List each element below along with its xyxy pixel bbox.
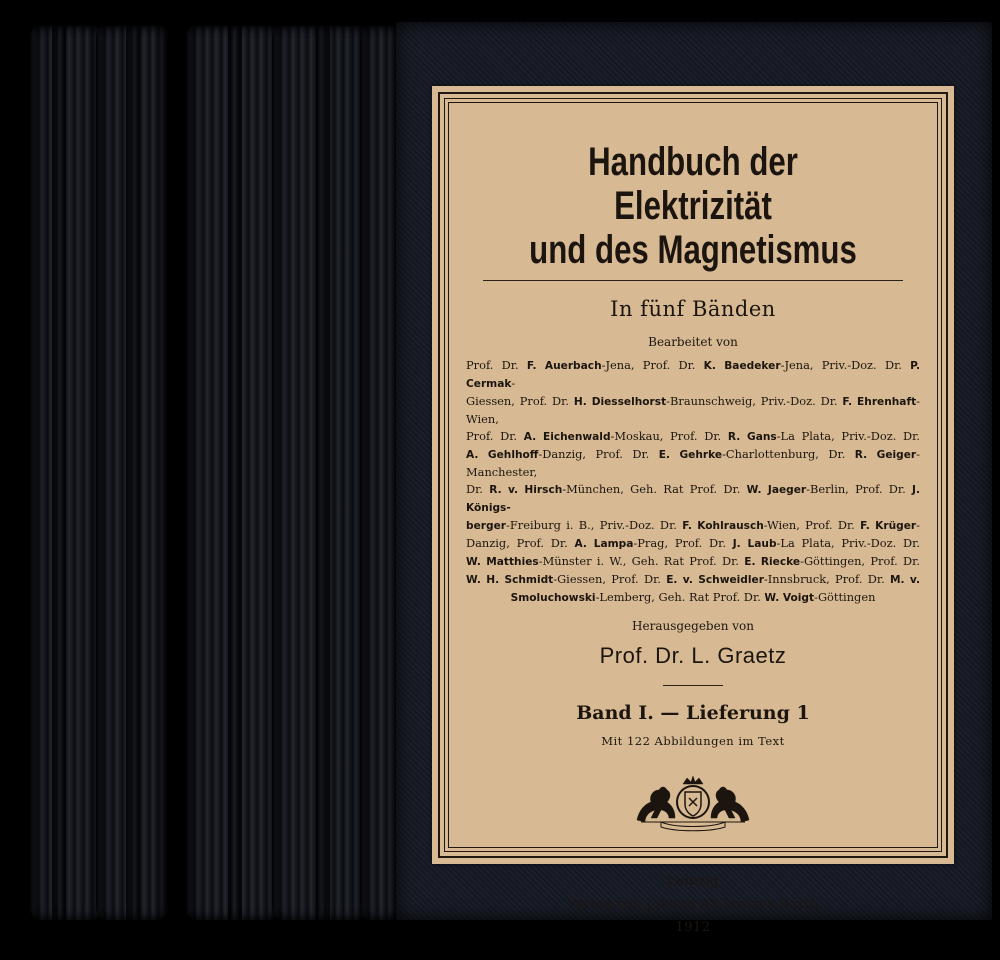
author-line <box>466 517 920 535</box>
author-detail: -Wien, Prof. Dr. <box>763 518 861 532</box>
author-line <box>466 553 920 571</box>
book-spine <box>30 26 102 920</box>
book-spine <box>360 26 400 920</box>
author-detail: -Giessen, Prof. Dr. <box>553 572 667 586</box>
edited-by-label: Herausgegeben von <box>632 619 754 633</box>
author-line <box>466 393 920 428</box>
author-name: F. Krüger <box>860 520 917 532</box>
author-detail: -Braunschweig, Priv.-Doz. Dr. <box>666 394 843 408</box>
imprint-place: Leipzig <box>667 874 719 889</box>
author-name: J. Laub <box>732 538 777 550</box>
author-detail: Danzig, Prof. Dr. <box>466 536 575 550</box>
author-detail: -Berlin, Prof. Dr. <box>806 482 913 496</box>
author-detail: Dr. <box>466 482 490 496</box>
author-name: berger <box>466 520 506 532</box>
author-detail: -Jena, Prof. Dr. <box>601 358 704 372</box>
divider <box>483 280 903 281</box>
author-line <box>466 535 920 553</box>
author-list <box>466 357 920 607</box>
author-name: R. Gans <box>727 431 777 443</box>
author-line <box>466 481 920 517</box>
prepared-by-label: Bearbeitet von <box>648 335 738 349</box>
author-name: R. Geiger <box>854 449 917 461</box>
author-name: E. v. Schweidler <box>666 574 764 586</box>
book-spine <box>272 26 368 920</box>
author-detail: Prof. Dr. <box>466 429 524 443</box>
author-name: A. Lampa <box>574 538 634 550</box>
author-name: E. Riecke <box>744 556 801 568</box>
author-detail: -Münster i. W., Geh. Rat Prof. Dr. <box>538 554 745 568</box>
author-detail: -Charlottenburg, Dr. <box>722 447 855 461</box>
author-detail: -Moskau, Prof. Dr. <box>610 429 728 443</box>
author-line <box>466 589 920 607</box>
author-name: A. Gehlhoff <box>466 449 539 461</box>
author-name: F. Kohlrausch <box>682 520 764 532</box>
author-line <box>466 428 920 446</box>
author-name: P. Cermak <box>466 360 920 390</box>
editor-name: Prof. Dr. L. Graetz <box>599 643 787 668</box>
author-name: W. Jaeger <box>746 484 807 496</box>
author-detail: -Lemberg, Geh. Rat Prof. Dr. <box>595 590 765 604</box>
book-spine <box>96 26 168 920</box>
author-name: E. Gehrke <box>658 449 723 461</box>
divider <box>663 685 723 686</box>
author-detail: - <box>916 518 921 532</box>
author-name: R. v. Hirsch <box>489 484 563 496</box>
author-detail: -La Plata, Priv.-Doz. Dr. <box>776 536 920 550</box>
author-name: W. H. Schmidt <box>466 574 554 586</box>
subtitle: In fünf Bänden <box>610 297 776 321</box>
author-name: Smoluchowski <box>510 592 596 604</box>
title-line-1: Handbuch der Elektrizität <box>588 140 798 228</box>
author-name: H. Diesselhorst <box>573 396 667 408</box>
title-line-2: und des Magnetismus <box>529 228 857 272</box>
author-detail: -Göttingen, Prof. Dr. <box>800 554 920 568</box>
book-spine <box>186 26 280 920</box>
book-title <box>507 140 880 272</box>
author-detail: -Manchester, <box>466 447 920 479</box>
publisher-emblem-icon <box>631 774 755 832</box>
author-name: M. v. <box>890 574 920 586</box>
author-detail: -Wien, <box>466 394 920 426</box>
author-detail: -Danzig, Prof. Dr. <box>538 447 659 461</box>
volume-title: Band I. — Lieferung 1 <box>576 702 810 724</box>
author-detail: -Jena, Priv.-Doz. Dr. <box>780 358 911 372</box>
author-detail: Prof. Dr. <box>466 358 527 372</box>
author-name: W. Matthies <box>466 556 539 568</box>
figures-note: Mit 122 Abbildungen im Text <box>601 734 785 748</box>
author-line <box>466 571 920 589</box>
author-name: K. Baedeker <box>703 360 781 372</box>
author-line <box>466 446 920 481</box>
imprint-publisher: Verlag von Johann Ambrosius Barth <box>567 897 819 912</box>
label-content <box>454 108 932 935</box>
author-detail: -La Plata, Priv.-Doz. Dr. <box>776 429 920 443</box>
author-name: J. Königs- <box>466 484 920 514</box>
author-detail: -Innsbruck, Prof. Dr. <box>763 572 890 586</box>
author-detail: -Freiburg i. B., Priv.-Doz. Dr. <box>506 518 683 532</box>
title-label <box>432 86 954 935</box>
author-detail: -Prag, Prof. Dr. <box>633 536 733 550</box>
author-name: F. Ehrenhaft <box>842 396 917 408</box>
imprint <box>454 870 932 939</box>
author-detail: - <box>511 376 516 390</box>
imprint-year: 1912 <box>675 920 711 935</box>
author-detail: Giessen, Prof. Dr. <box>466 394 574 408</box>
author-line <box>466 357 920 393</box>
author-name: F. Auerbach <box>526 360 602 372</box>
author-name: A. Eichenwald <box>523 431 611 443</box>
author-detail: -München, Geh. Rat Prof. Dr. <box>562 482 747 496</box>
author-detail: -Göttingen <box>814 590 876 604</box>
author-name: W. Voigt <box>764 592 815 604</box>
